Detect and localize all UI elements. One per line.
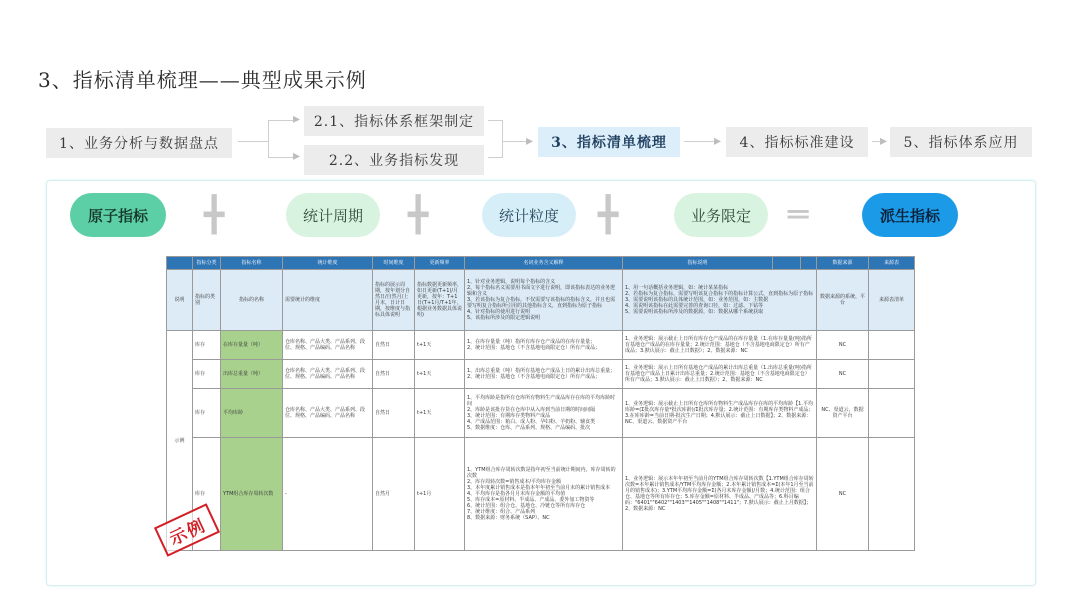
description-cell: 1、用一句话概括业务逻辑，如：统计某某指标 2、若指标为复合指标，需要写明该复合指标下的指标计算公式，直到指标为原子指标 3、需要说明该指标的具体统计范围，如：业务范围，如：主数据 4、需说明该指标在此需要完善的查询口径，如：过滤、下钻等 5、需要说明该指标所涉及的数据源，如：数据从哪个系统获取 [623, 270, 817, 331]
header-cell [167, 257, 193, 270]
plus-icon: ╋ [598, 195, 619, 235]
header-cell: 数据来源 [817, 257, 869, 270]
cell-meaning: 1、YTM组合库存周转次数是指年初至当前统计期间内，库存周转的次数 2、库存周转次数=销售成本/平均库存金额 3、本年度累计销售成本是指本年年初至当前月末的累计销售成本 4、平均库存是指各月月末库存金额的平均值 5、库存成本=原材料、半成品、产成品、委外加工物资等 6、统计范围：组合仓、基地仓、冷链仓等所有库存仓 7、统计维度：组合、产品系列 8、数据来源：财务系统（SAP）、NC [465, 438, 623, 551]
header-cell: 指标说明 [623, 257, 773, 270]
description-cell: 指标的展示周期，按年划分自然日/自然月/上月末，日计日期，按维度与指标具体说明 [373, 270, 415, 331]
step-indicator-list: 3、指标清单梳理 [538, 127, 680, 157]
cell-name: 平均库龄 [221, 389, 283, 438]
header-cell: 更新频率 [415, 257, 465, 270]
cell-dims: 仓库名称、产品大类、产品系列、段位、规格、产品编码、产品名称 [283, 389, 373, 438]
connector-vertical [268, 120, 269, 158]
cell-freq: t+1天 [415, 331, 465, 360]
arrow-right-icon: ▸ [526, 133, 534, 149]
step-application: 5、指标体系应用 [890, 127, 1032, 157]
indicator-list-table [166, 256, 915, 551]
description-cell: 需要统计的维度 [283, 270, 373, 331]
description-cell: 1、针对业务逻辑，说明每个指标的含义 2、每个指标名义需要用书面文字进行说明，即该指标表达的业务逻辑和含义 3、若该指标为复合指标，不仅需要写该指标的指标含义，并且也需要写明复合指标所引用的其他指标含义，直到指标为原子指标 4、针对指标的使用进行说明 5、该指标所涉及的限定逻辑说明 [465, 270, 623, 331]
cell-meaning: 1、出库总重量（吨）指所有基地仓产成品上日的累计出库总重量； 2、统计范围：基地仓（不含基地电商限定仓）所有产成品； [465, 360, 623, 389]
cell-freq: t+1天 [415, 389, 465, 438]
page-title: 3、指标清单梳理——典型成果示例 [38, 68, 367, 92]
table-row [167, 360, 915, 389]
header-cell: 统计维度 [283, 257, 373, 270]
header-cell: 指标分类 [193, 257, 221, 270]
arrow-right-icon: ▸ [880, 133, 888, 149]
connector-vertical-right [502, 120, 503, 158]
business-qualifier-oval: 业务限定 [674, 193, 768, 237]
connector-top-right [488, 120, 502, 121]
stat-granularity-oval: 统计粒度 [482, 193, 576, 237]
cell-time: 自然月 [373, 438, 415, 551]
header-cell: 名词业务含义解释 [465, 257, 623, 270]
cell-name: 在库存量量（吨） [221, 331, 283, 360]
cell-freq: t+1天 [415, 360, 465, 389]
cell-category: 库存 [193, 331, 221, 360]
example-stamp: 示例 [154, 503, 220, 557]
cell-source: NC、渠道云、数据资产平台 [817, 389, 869, 438]
description-label: 说明 [167, 270, 193, 331]
cell-name: YTM组合库存周转次数 [221, 438, 283, 551]
cell-freq: t+1月 [415, 438, 465, 551]
cell-source: NC [817, 438, 869, 551]
equals-icon: ═ [788, 195, 809, 235]
description-cell: 指标的名称 [221, 270, 283, 331]
cell-dims: 仓库名称、产品大类、产品系列、段位、规格、产品编码、产品名称 [283, 331, 373, 360]
atomic-indicator-oval: 原子指标 [70, 193, 166, 237]
step-business-analysis: 1、业务分析与数据盘点 [46, 128, 232, 158]
table-row [167, 438, 915, 551]
cell-desc: 1、业务逻辑：展示本年年初至当前月的YTM组合库存周转次数【1.YTM组合库存周转次数=本年累计销售成本/YTM平均库存金额；2.本年累计销售成本=Σ(本年1月至当前月的销售成本)；3.YTM平均库存金额=Σ(各月末库存金额)/月数；4.统计范围：组合仓、基地仓等所有库存仓；5.库存金额=原材料、半成品、产成品等；6.科目编码："6401""6402""1403""1405""1408""1411"；7.默认展示：截止上月数据】；2、数据来源：NC [623, 438, 817, 551]
cell-time: 自然日 [373, 331, 415, 360]
arrow-right-icon: ▸ [293, 148, 301, 164]
arrow-right-icon: ▸ [293, 111, 301, 127]
cell-source: NC [817, 360, 869, 389]
derived-indicator-oval: 派生指标 [862, 193, 958, 237]
cell-table [869, 438, 915, 551]
table-row [167, 331, 915, 360]
cell-category: 库存 [193, 389, 221, 438]
cell-table [869, 389, 915, 438]
cell-meaning: 1、平均库龄是指所有仓库所有物料生产成品库存在库的平均库龄时间 2、库龄是该批存货在仓库中从入库到当前日期的时间间隔 3、统计范围：有期库存类物料产成品 4、产成品范围：箱白、成人粉、孕妇粉、羊奶粉、辅食类 5、数据维度：仓库、产品系列、规格、产品编码、批次 [465, 389, 623, 438]
plus-icon: ╋ [408, 195, 429, 235]
cell-time: 自然日 [373, 360, 415, 389]
table-header-row [167, 257, 915, 270]
cell-table [869, 360, 915, 389]
description-cell: 指标的类别 [193, 270, 221, 331]
header-cell: 来源表 [869, 257, 915, 270]
connector-3-4 [684, 141, 718, 142]
header-cell: 指标名称 [221, 257, 283, 270]
connector-bottom-right [488, 157, 502, 158]
description-cell: 指标数据更新频率，如日更新(T+1)/月更新，按年：T+1日(T+1月/T+1年，根据业务数据具体说明) [415, 270, 465, 331]
stat-period-oval: 统计周期 [286, 193, 380, 237]
cell-desc: 1、业务逻辑：展示截止上日所有仓库所有物料生产成品库存在库的平均库龄【1.平均库龄=(Σ批次库存量*批次库龄)/Σ批次库存量；2.统计范围：有期库存类物料产成品；3.在库库龄=当前日期-批次生产日期；4.默认展示：截止上日数据】；2、数据来源：NC、渠道云、数据资产平台 [623, 389, 817, 438]
cell-category: 库存 [193, 360, 221, 389]
cell-dims: - [283, 438, 373, 551]
header-cell: 时间维度 [373, 257, 415, 270]
header-cell [773, 257, 801, 270]
cell-time: 自然日 [373, 389, 415, 438]
cell-name: 出库总重量（吨） [221, 360, 283, 389]
arrow-right-icon: ▸ [714, 133, 722, 149]
cell-source: NC [817, 331, 869, 360]
table-description-row [167, 270, 915, 331]
step-standards: 4、指标标准建设 [726, 127, 868, 157]
cell-desc: 1、业务逻辑：展示截止上日所有库存仓产成品的在库存量量（1.在库存量量(吨)指所有基地仓产成品的在库存量量；2.统计范围：基地仓（不含基地电商限定仓）所有产成品；3.默认展示：截止上日数据）；2、数据来源：NC [623, 331, 817, 360]
cell-desc: 1、业务逻辑：展示上日所有基地仓产成品的累计出库总重量（1.出库总重量(吨)指所有基地仓产成品上日累计出库总重量；2.统计范围：基地仓（不含基地电商限定仓）所有产成品；3.默认展示：截止上日数据）；2、数据来源：NC [623, 360, 817, 389]
description-cell: 数据来源的系统、平台 [817, 270, 869, 331]
cell-table [869, 331, 915, 360]
description-cell: 来源表清单 [869, 270, 915, 331]
section-label: 示例 [167, 331, 193, 551]
connector-horizontal [238, 141, 268, 142]
cell-meaning: 1、在库存量量（吨）指所有库存仓产成品的在库存量量； 2、统计范围：基地仓（不含基地电商限定仓）所有产成品； [465, 331, 623, 360]
cell-category: 库存 [193, 438, 221, 551]
step-discovery: 2.2、业务指标发现 [304, 145, 484, 175]
cell-dims: 仓库名称、产品大类、产品系列、段位、规格、产品编码、产品名称 [283, 360, 373, 389]
step-framework: 2.1、指标体系框架制定 [304, 106, 484, 136]
plus-icon: ╋ [204, 195, 225, 235]
table-row [167, 389, 915, 438]
header-cell [801, 257, 817, 270]
